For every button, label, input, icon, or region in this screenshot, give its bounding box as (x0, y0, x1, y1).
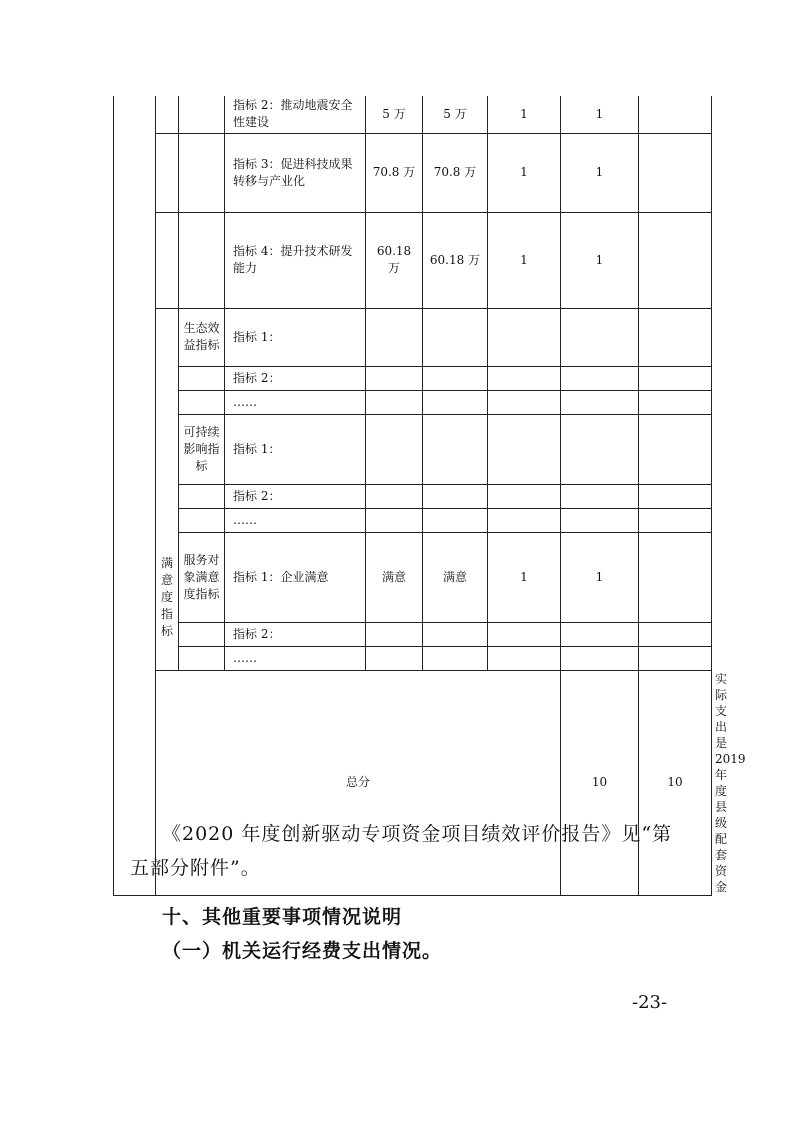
second-level-indicator-cell (156, 96, 179, 133)
first-level-indicator-cell (114, 96, 156, 895)
indicator-name: 指标 2： (225, 622, 366, 646)
indicator-name: …… (225, 646, 366, 670)
annual-target (366, 622, 423, 646)
weight (488, 390, 561, 414)
category-ecological: 生态效益指标 (179, 308, 225, 366)
score (561, 646, 639, 670)
actual-value (423, 484, 488, 508)
indicator-name: 指标 2： (225, 366, 366, 390)
note (639, 508, 712, 532)
total-score: 10 (639, 670, 712, 895)
actual-value (423, 646, 488, 670)
total-row: 总分 10 10 实际支出是2019年度县级配套资金 (114, 670, 712, 895)
annual-target (366, 308, 423, 366)
category-sustainable: 可持续影响指标 (179, 414, 225, 484)
note (639, 622, 712, 646)
actual-value: 70.8 万 (423, 133, 488, 212)
report-reference-paragraph: 《2020 年度创新驱动专项资金项目绩效评价报告》见“第五部分附件”。 (130, 823, 673, 879)
score (561, 308, 639, 366)
annual-target (366, 390, 423, 414)
third-level-indicator-cell (179, 212, 225, 308)
weight (488, 484, 561, 508)
actual-value: 60.18 万 (423, 212, 488, 308)
indicator-name: …… (225, 508, 366, 532)
annual-target: 60.18 万 (366, 212, 423, 308)
score (561, 508, 639, 532)
total-weight: 10 (561, 670, 639, 895)
table-row (114, 308, 712, 366)
third-level-indicator-cell (179, 508, 225, 532)
weight (488, 508, 561, 532)
third-level-indicator-cell (179, 646, 225, 670)
table-row (114, 366, 712, 390)
note (639, 96, 712, 133)
third-level-indicator-cell (179, 366, 225, 390)
score: 1 (561, 532, 639, 622)
third-level-indicator-cell (179, 390, 225, 414)
third-level-indicator-cell (179, 622, 225, 646)
indicator-name: 指标 1： (225, 414, 366, 484)
indicator-name: 指标 2： (225, 484, 366, 508)
indicator-name: 指标 3：促进科技成果转移与产业化 (225, 133, 366, 212)
annual-target (366, 484, 423, 508)
indicator-name: 指标 4：提升技术研发能力 (225, 212, 366, 308)
note (639, 308, 712, 366)
score (561, 414, 639, 484)
note (639, 212, 712, 308)
table-row (114, 133, 712, 212)
annual-target: 70.8 万 (366, 133, 423, 212)
weight (488, 646, 561, 670)
note (639, 414, 712, 484)
annual-target: 满意 (366, 532, 423, 622)
actual-value: 5 万 (423, 96, 488, 133)
second-level-indicator-cell (156, 133, 179, 212)
actual-value (423, 366, 488, 390)
annual-target (366, 646, 423, 670)
table-row (114, 646, 712, 670)
weight (488, 308, 561, 366)
actual-value (423, 508, 488, 532)
third-level-indicator-cell (179, 133, 225, 212)
score: 1 (561, 133, 639, 212)
table-row (114, 532, 712, 622)
annual-target (366, 508, 423, 532)
indicator-name: …… (225, 390, 366, 414)
third-level-indicator-cell (179, 484, 225, 508)
weight: 1 (488, 212, 561, 308)
table-row (114, 508, 712, 532)
weight: 1 (488, 96, 561, 133)
total-label: 总分 (156, 670, 561, 895)
table-row (114, 96, 712, 133)
page-number: -23- (632, 992, 668, 1013)
score (561, 366, 639, 390)
weight (488, 622, 561, 646)
second-level-indicator-cell (156, 212, 179, 308)
note (639, 646, 712, 670)
actual-value (423, 414, 488, 484)
weight (488, 366, 561, 390)
annual-target (366, 414, 423, 484)
score: 1 (561, 96, 639, 133)
note (639, 532, 712, 622)
table-row (114, 622, 712, 646)
weight (488, 414, 561, 484)
actual-value (423, 622, 488, 646)
performance-table (113, 96, 746, 896)
annual-target: 5 万 (366, 96, 423, 133)
table-row (114, 484, 712, 508)
third-level-indicator-cell (179, 96, 225, 133)
actual-value (423, 390, 488, 414)
subsection-heading-10-1: （一）机关运行经费支出情况。 (162, 940, 443, 962)
score: 1 (561, 212, 639, 308)
satisfaction-category-label: 满意度指标 (160, 556, 173, 638)
section-heading-10: 十、其他重要事项情况说明 (162, 906, 403, 928)
score (561, 484, 639, 508)
note (639, 484, 712, 508)
table-row (114, 390, 712, 414)
annual-target (366, 366, 423, 390)
note (639, 366, 712, 390)
weight: 1 (488, 133, 561, 212)
score (561, 390, 639, 414)
table-row (114, 414, 712, 484)
indicator-name: 指标 1：企业满意 (225, 532, 366, 622)
table-row (114, 212, 712, 308)
score (561, 622, 639, 646)
actual-value (423, 308, 488, 366)
note (639, 390, 712, 414)
indicator-name: 指标 2：推动地震安全性建设 (225, 96, 366, 133)
actual-value: 满意 (423, 532, 488, 622)
category-service: 服务对象满意度指标 (179, 532, 225, 622)
indicator-name: 指标 1： (225, 308, 366, 366)
note (639, 133, 712, 212)
weight: 1 (488, 532, 561, 622)
